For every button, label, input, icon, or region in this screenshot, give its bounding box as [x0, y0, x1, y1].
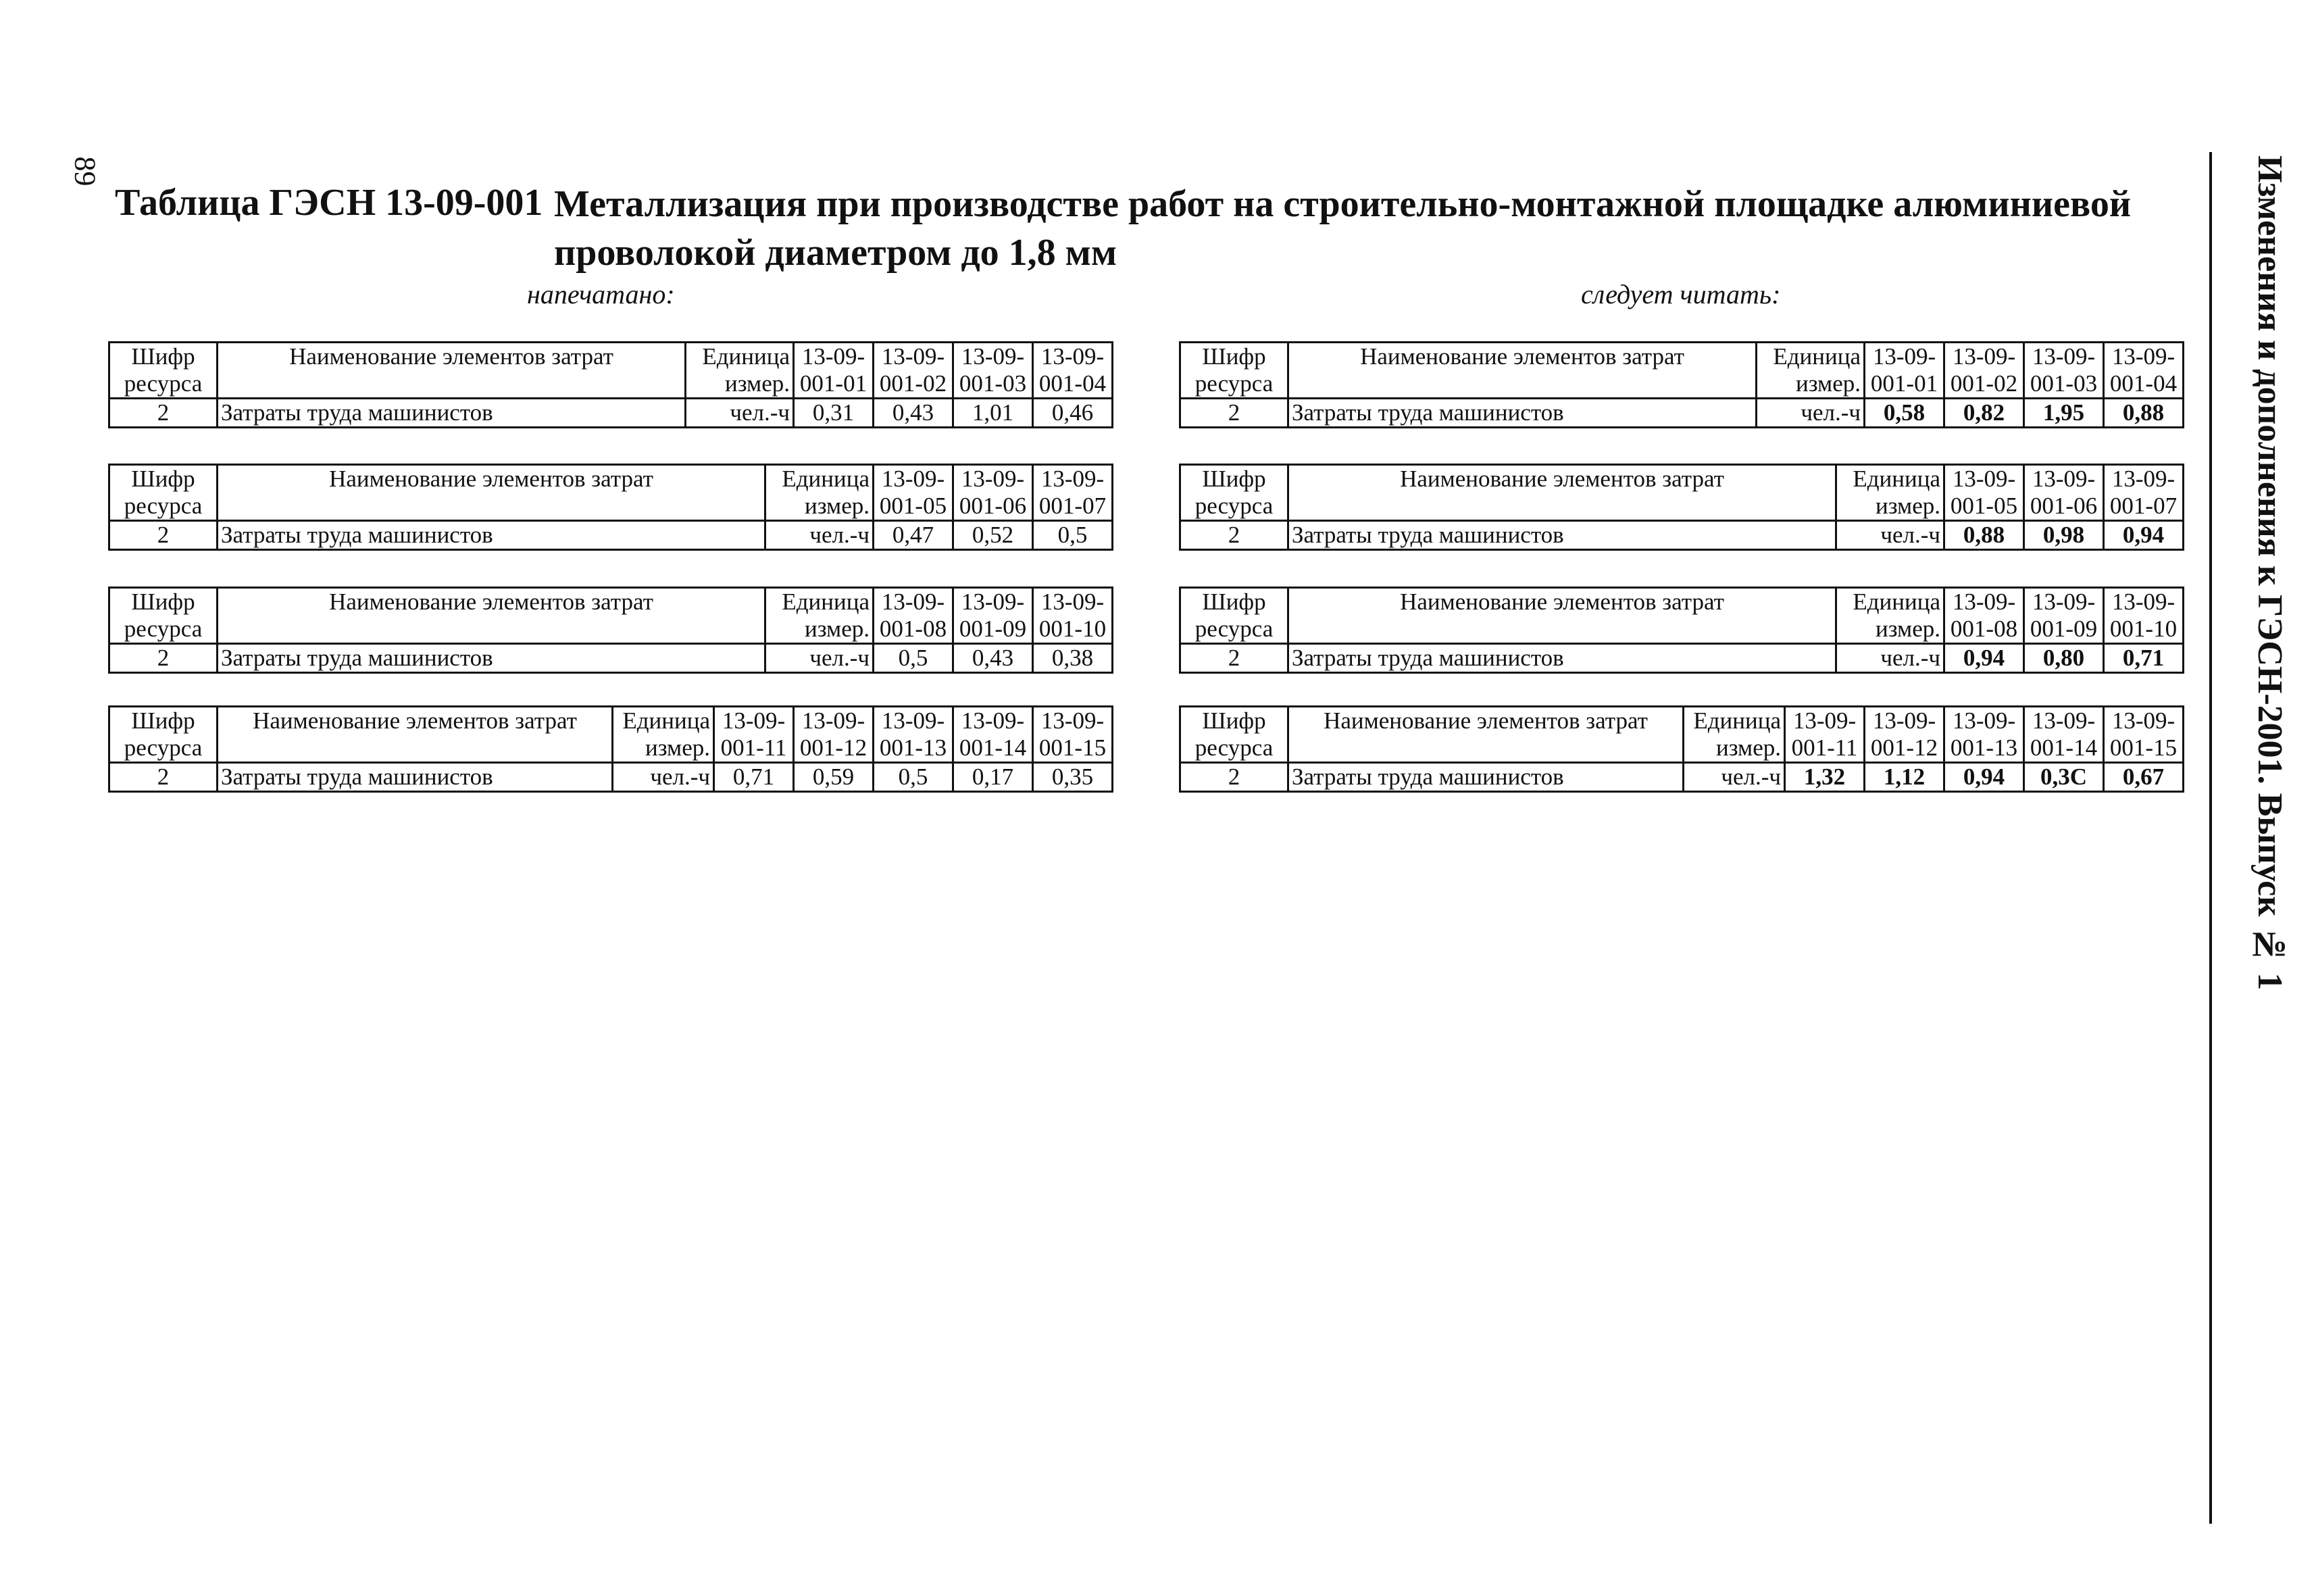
column-code-bottom: 001-04 — [1038, 370, 1107, 397]
column-code-bottom: 001-14 — [959, 734, 1027, 761]
header-column-code — [874, 343, 953, 399]
page-number: 89 — [68, 156, 102, 186]
row-name-cell: Затраты труда машинистов — [218, 399, 686, 428]
header-code-line1: Шифр — [1202, 466, 1266, 492]
column-code-bottom: 001-15 — [1038, 734, 1107, 761]
table-row — [1180, 399, 2184, 428]
header-column-code — [2104, 707, 2184, 763]
column-code-bottom: 001-14 — [2030, 734, 2098, 761]
header-unit-line1: Единица — [702, 343, 790, 370]
column-code-top: 13-09- — [2032, 466, 2096, 492]
row-unit-cell: чел.-ч — [765, 644, 874, 673]
row-name-cell: Затраты труда машинистов — [218, 644, 765, 673]
printed-value-cell: 0,5 — [1033, 521, 1113, 550]
row-unit-cell: чел.-ч — [1684, 763, 1785, 792]
header-code-line1: Шифр — [131, 343, 195, 370]
header-code-line1: Шифр — [131, 707, 195, 734]
header-column-code — [953, 343, 1033, 399]
header-code-cell — [109, 465, 218, 521]
corrected-value-cell: 0,3С — [2024, 763, 2104, 792]
header-row — [1180, 465, 2184, 521]
table-row — [1180, 521, 2184, 550]
header-name-cell: Наименование элементов затрат — [218, 588, 765, 644]
row-code-cell: 2 — [1180, 763, 1288, 792]
printed-table-4 — [108, 705, 1113, 793]
header-unit-line2: измер. — [805, 616, 870, 642]
header-column-code — [2024, 343, 2104, 399]
column-code-top: 13-09- — [1952, 343, 2016, 370]
header-column-code — [794, 343, 874, 399]
header-unit-cell — [1836, 588, 1944, 644]
header-column-code — [1944, 707, 2024, 763]
column-code-top: 13-09- — [1872, 707, 1936, 734]
header-unit-line2: измер. — [805, 493, 870, 519]
header-code-line2: ресурса — [124, 616, 203, 642]
printed-value-cell: 0,35 — [1033, 763, 1113, 792]
column-code-top: 13-09- — [801, 707, 865, 734]
row-code-cell: 2 — [1180, 521, 1288, 550]
column-code-bottom: 001-02 — [879, 370, 947, 397]
column-code-bottom: 001-06 — [2030, 493, 2098, 519]
header-column-code — [1033, 343, 1113, 399]
header-name-cell: Наименование элементов затрат — [218, 343, 686, 399]
row-name-cell: Затраты труда машинистов — [218, 763, 613, 792]
header-unit-line2: измер. — [1876, 616, 1940, 642]
row-name-cell: Затраты труда машинистов — [1288, 644, 1836, 673]
header-unit-line1: Единица — [782, 466, 870, 492]
column-code-bottom: 001-08 — [879, 616, 947, 642]
header-unit-cell — [1836, 465, 1944, 521]
row-unit-cell: чел.-ч — [1757, 399, 1865, 428]
row-code-cell: 2 — [109, 399, 218, 428]
column-code-bottom: 001-05 — [1950, 493, 2018, 519]
header-name-cell: Наименование элементов затрат — [1288, 707, 1684, 763]
table-row — [109, 399, 1113, 428]
column-code-bottom: 001-01 — [799, 370, 867, 397]
column-code-top: 13-09- — [722, 707, 786, 734]
printed-value-cell: 0,47 — [874, 521, 953, 550]
header-code-cell — [109, 588, 218, 644]
table-row — [1180, 644, 2184, 673]
corrected-value-cell: 0,67 — [2104, 763, 2184, 792]
row-unit-cell: чел.-ч — [1836, 521, 1944, 550]
row-name-cell: Затраты труда машинистов — [1288, 399, 1757, 428]
header-column-code — [2104, 343, 2184, 399]
column-code-top: 13-09- — [1040, 707, 1105, 734]
header-column-code — [1785, 707, 1865, 763]
column-code-bottom: 001-05 — [879, 493, 947, 519]
column-code-bottom: 001-12 — [799, 734, 867, 761]
printed-value-cell: 0,38 — [1033, 644, 1113, 673]
row-unit-cell: чел.-ч — [1836, 644, 1944, 673]
column-code-top: 13-09- — [2032, 343, 2096, 370]
printed-value-cell: 0,52 — [953, 521, 1033, 550]
column-code-top: 13-09- — [881, 589, 945, 615]
header-code-cell — [1180, 588, 1288, 644]
column-code-bottom: 001-12 — [1870, 734, 1938, 761]
header-code-line2: ресурса — [124, 493, 203, 519]
column-code-top: 13-09- — [2111, 707, 2175, 734]
printed-value-cell: 0,5 — [874, 644, 953, 673]
printed-table-3 — [108, 587, 1113, 674]
column-code-top: 13-09- — [881, 466, 945, 492]
column-code-bottom: 001-13 — [879, 734, 947, 761]
header-unit-cell — [765, 588, 874, 644]
header-code-line1: Шифр — [1202, 707, 1266, 734]
column-code-bottom: 001-03 — [959, 370, 1027, 397]
corrected-table-1 — [1179, 341, 2184, 428]
row-unit-cell: чел.-ч — [686, 399, 794, 428]
printed-label: напечатано: — [527, 279, 675, 309]
column-code-bottom: 001-15 — [2109, 734, 2178, 761]
corrected-value-cell: 1,12 — [1865, 763, 1944, 792]
header-column-code — [2104, 465, 2184, 521]
column-code-bottom: 001-04 — [2109, 370, 2178, 397]
column-code-bottom: 001-10 — [2109, 616, 2178, 642]
column-code-bottom: 001-11 — [720, 734, 787, 761]
row-code-cell: 2 — [1180, 644, 1288, 673]
printed-table-1 — [108, 341, 1113, 428]
column-code-top: 13-09- — [961, 707, 1025, 734]
printed-value-cell: 0,71 — [714, 763, 794, 792]
column-code-bottom: 001-02 — [1950, 370, 2018, 397]
column-code-top: 13-09- — [1952, 707, 2016, 734]
header-unit-line1: Единица — [1693, 707, 1781, 734]
header-code-cell — [1180, 343, 1288, 399]
header-column-code — [1865, 707, 1944, 763]
column-code-top: 13-09- — [2111, 343, 2175, 370]
corrected-value-cell: 0,94 — [1944, 644, 2024, 673]
column-code-top: 13-09- — [2111, 466, 2175, 492]
header-unit-line2: измер. — [1876, 493, 1940, 519]
row-name-cell: Затраты труда машинистов — [1288, 763, 1684, 792]
corrected-value-cell: 1,32 — [1785, 763, 1865, 792]
header-unit-line1: Единица — [622, 707, 710, 734]
printed-table-2 — [108, 464, 1113, 551]
header-unit-cell — [1684, 707, 1785, 763]
header-column-code — [1944, 343, 2024, 399]
table-row — [1180, 763, 2184, 792]
header-column-code — [874, 588, 953, 644]
column-code-bottom: 001-09 — [959, 616, 1027, 642]
column-code-bottom: 001-13 — [1950, 734, 2018, 761]
corrected-table-4 — [1179, 705, 2184, 793]
column-code-top: 13-09- — [801, 343, 865, 370]
header-name-cell: Наименование элементов затрат — [218, 465, 765, 521]
header-column-code — [874, 707, 953, 763]
column-code-bottom: 001-07 — [2109, 493, 2178, 519]
column-code-top: 13-09- — [1872, 343, 1936, 370]
corrected-table-3 — [1179, 587, 2184, 674]
side-rule — [2209, 152, 2212, 1524]
column-code-bottom: 001-10 — [1038, 616, 1107, 642]
table-title: Металлизация при производстве работ на строительно-монтажной площадке алюминиевой проволокой диаметром до 1,8 мм — [554, 183, 2132, 274]
column-code-bottom: 001-07 — [1038, 493, 1107, 519]
column-code-bottom: 001-03 — [2030, 370, 2098, 397]
table-row — [109, 763, 1113, 792]
header-unit-cell — [686, 343, 794, 399]
row-unit-cell: чел.-ч — [613, 763, 714, 792]
header-column-code — [2104, 588, 2184, 644]
printed-value-cell: 0,43 — [953, 644, 1033, 673]
header-row — [109, 588, 1113, 644]
column-code-top: 13-09- — [1040, 589, 1105, 615]
side-caption: Изменения и дополнения к ГЭСН-2001. Выпуск № 1 — [2250, 155, 2289, 991]
header-code-cell — [1180, 707, 1288, 763]
corrected-value-cell: 0,58 — [1865, 399, 1944, 428]
header-unit-line1: Единица — [1853, 589, 1940, 615]
header-row — [109, 707, 1113, 763]
header-unit-cell — [1757, 343, 1865, 399]
header-row — [109, 343, 1113, 399]
column-code-bottom: 001-06 — [959, 493, 1027, 519]
header-code-line1: Шифр — [1202, 343, 1266, 370]
header-column-code — [1033, 707, 1113, 763]
header-unit-line1: Единица — [1773, 343, 1861, 370]
header-column-code — [953, 588, 1033, 644]
header-unit-line2: измер. — [1716, 734, 1781, 761]
header-code-line1: Шифр — [131, 466, 195, 492]
header-code-cell — [1180, 465, 1288, 521]
row-unit-cell: чел.-ч — [765, 521, 874, 550]
header-unit-line1: Единица — [782, 589, 870, 615]
column-code-top: 13-09- — [961, 466, 1025, 492]
column-code-top: 13-09- — [1952, 589, 2016, 615]
printed-value-cell: 0,43 — [874, 399, 953, 428]
corrected-value-cell: 0,94 — [2104, 521, 2184, 550]
header-column-code — [1944, 588, 2024, 644]
column-code-bottom: 001-11 — [1791, 734, 1858, 761]
header-row — [109, 465, 1113, 521]
header-unit-cell — [613, 707, 714, 763]
corrected-value-cell: 0,94 — [1944, 763, 2024, 792]
header-row — [1180, 588, 2184, 644]
header-code-cell — [109, 707, 218, 763]
header-unit-line1: Единица — [1853, 466, 1940, 492]
column-code-top: 13-09- — [2032, 589, 2096, 615]
should-read-label: следует читать: — [1581, 279, 1781, 309]
column-code-top: 13-09- — [1040, 466, 1105, 492]
header-column-code — [953, 707, 1033, 763]
printed-value-cell: 0,59 — [794, 763, 874, 792]
corrected-value-cell: 1,95 — [2024, 399, 2104, 428]
header-row — [1180, 343, 2184, 399]
header-unit-line2: измер. — [645, 734, 710, 761]
header-name-cell: Наименование элементов затрат — [1288, 588, 1836, 644]
header-unit-line2: измер. — [725, 370, 790, 397]
column-code-top: 13-09- — [961, 589, 1025, 615]
header-column-code — [1865, 343, 1944, 399]
header-column-code — [1033, 465, 1113, 521]
header-column-code — [874, 465, 953, 521]
printed-value-cell: 0,17 — [953, 763, 1033, 792]
row-code-cell: 2 — [1180, 399, 1288, 428]
row-code-cell: 2 — [109, 763, 218, 792]
header-column-code — [2024, 588, 2104, 644]
corrected-value-cell: 0,88 — [1944, 521, 2024, 550]
header-code-line2: ресурса — [124, 734, 203, 761]
header-name-cell: Наименование элементов затрат — [1288, 465, 1836, 521]
corrected-value-cell: 0,98 — [2024, 521, 2104, 550]
header-unit-cell — [765, 465, 874, 521]
column-code-top: 13-09- — [2111, 589, 2175, 615]
header-code-line1: Шифр — [1202, 589, 1266, 615]
column-code-top: 13-09- — [1952, 466, 2016, 492]
table-row — [109, 644, 1113, 673]
table-row — [109, 521, 1113, 550]
row-name-cell: Затраты труда машинистов — [1288, 521, 1836, 550]
header-code-line2: ресурса — [1194, 734, 1274, 761]
header-code-line1: Шифр — [131, 589, 195, 615]
header-column-code — [794, 707, 874, 763]
corrected-table-2 — [1179, 464, 2184, 551]
corrected-value-cell: 0,88 — [2104, 399, 2184, 428]
column-code-bottom: 001-08 — [1950, 616, 2018, 642]
column-code-top: 13-09- — [881, 707, 945, 734]
row-code-cell: 2 — [109, 521, 218, 550]
column-code-top: 13-09- — [1040, 343, 1105, 370]
header-name-cell: Наименование элементов затрат — [1288, 343, 1757, 399]
header-column-code — [953, 465, 1033, 521]
header-code-line2: ресурса — [1194, 370, 1274, 397]
header-code-line2: ресурса — [1194, 493, 1274, 519]
printed-value-cell: 0,5 — [874, 763, 953, 792]
header-row — [1180, 707, 2184, 763]
header-column-code — [2024, 707, 2104, 763]
column-code-top: 13-09- — [961, 343, 1025, 370]
printed-value-cell: 0,31 — [794, 399, 874, 428]
header-unit-line2: измер. — [1796, 370, 1861, 397]
header-code-line2: ресурса — [124, 370, 203, 397]
header-column-code — [714, 707, 794, 763]
header-code-cell — [109, 343, 218, 399]
corrected-value-cell: 0,71 — [2104, 644, 2184, 673]
row-name-cell: Затраты труда машинистов — [218, 521, 765, 550]
printed-value-cell: 0,46 — [1033, 399, 1113, 428]
column-code-top: 13-09- — [881, 343, 945, 370]
table-title-label: Таблица ГЭСН 13-09-001 — [115, 182, 543, 224]
header-column-code — [1033, 588, 1113, 644]
header-code-line2: ресурса — [1194, 616, 1274, 642]
header-column-code — [2024, 465, 2104, 521]
corrected-value-cell: 0,82 — [1944, 399, 2024, 428]
column-code-top: 13-09- — [2032, 707, 2096, 734]
column-code-top: 13-09- — [1792, 707, 1857, 734]
column-code-bottom: 001-09 — [2030, 616, 2098, 642]
column-code-bottom: 001-01 — [1870, 370, 1938, 397]
row-code-cell: 2 — [109, 644, 218, 673]
printed-value-cell: 1,01 — [953, 399, 1033, 428]
header-column-code — [1944, 465, 2024, 521]
corrected-value-cell: 0,80 — [2024, 644, 2104, 673]
header-name-cell: Наименование элементов затрат — [218, 707, 613, 763]
